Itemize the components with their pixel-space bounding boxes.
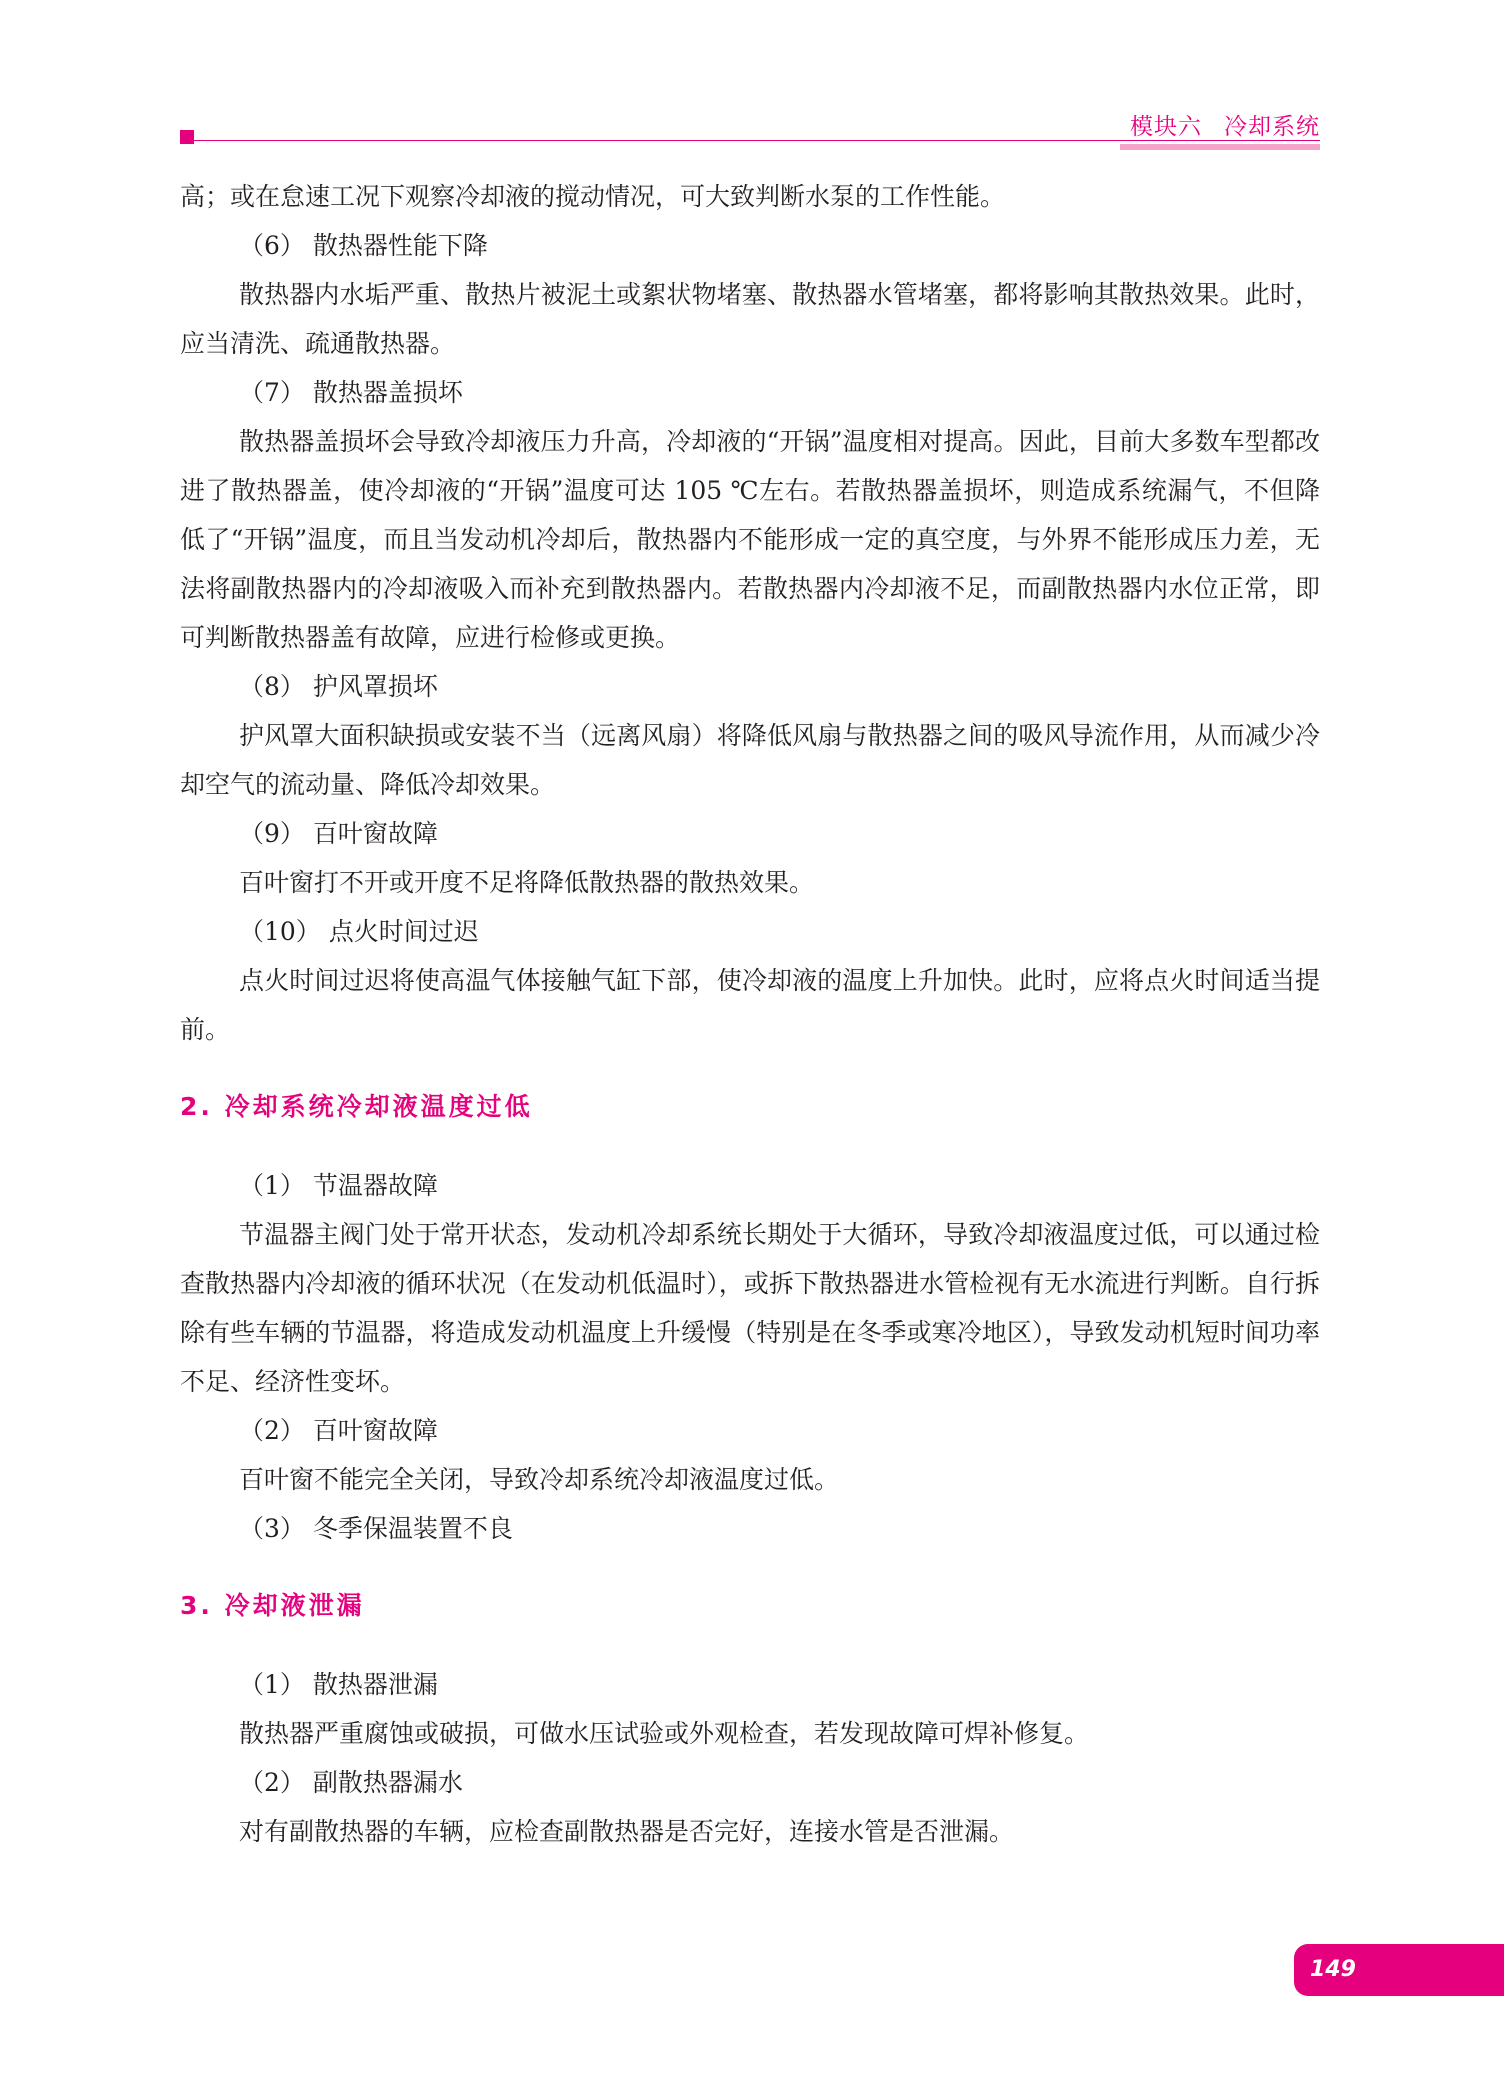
paragraph-10: 点火时间过迟将使高温气体接触气缸下部，使冷却液的温度上升加快。此时，应将点火时间适当提前。 bbox=[180, 966, 1320, 1044]
subheading-2-2: （2） 百叶窗故障 bbox=[239, 1416, 438, 1445]
subheading-8: （8） 护风罩损坏 bbox=[239, 672, 438, 701]
subheading-2-3: （3） 冬季保温装置不良 bbox=[239, 1514, 513, 1543]
subheading-7: （7） 散热器盖损坏 bbox=[239, 378, 463, 407]
page-body bbox=[180, 170, 1320, 1856]
paragraph-2-2: 百叶窗不能完全关闭，导致冷却系统冷却液温度过低。 bbox=[239, 1465, 840, 1494]
paragraph-3-2: 对有副散热器的车辆，应检查副散热器是否完好，连接水管是否泄漏。 bbox=[239, 1817, 1015, 1846]
subheading-6: （6） 散热器性能下降 bbox=[239, 231, 488, 260]
paragraph-2-1: 节温器主阀门处于常开状态，发动机冷却系统长期处于大循环，导致冷却液温度过低，可以通过检查散热器内冷却液的循环状况（在发动机低温时），或拆下散热器进水管检视有无水流进行判断。自行拆除有些车辆的节温器，将造成发动机温度上升缓慢（特别是在冬季或寒冷地区），导致发动机短时间功率不足、经济性变坏。 bbox=[180, 1220, 1320, 1396]
subheading-3-2: （2） 副散热器漏水 bbox=[239, 1768, 463, 1797]
page-number-tab bbox=[1294, 1944, 1504, 1996]
subheading-2-1: （1） 节温器故障 bbox=[239, 1171, 438, 1200]
section-heading-2: 2. 冷却系统冷却液温度过低 bbox=[180, 1092, 533, 1121]
header-square-marker bbox=[180, 130, 194, 144]
paragraph-8: 护风罩大面积缺损或安装不当（远离风扇）将降低风扇与散热器之间的吸风导流作用，从而减少冷却空气的流动量、降低冷却效果。 bbox=[180, 721, 1320, 799]
paragraph-7: 散热器盖损坏会导致冷却液压力升高，冷却液的“开锅”温度相对提高。因此，目前大多数车型都改进了散热器盖，使冷却液的“开锅”温度可达 105 ℃左右。若散热器盖损坏，则造成系统漏气，不但降低了“开锅”温度，而且当发动机冷却后，散热器内不能形成一定的真空度，与外界不能形成压力差，无法将副散热器内的冷却液吸入而补充到散热器内。若散热器内冷却液不足，而副散热器内水位正常，即可判断散热器盖有故障，应进行检修或更换。 bbox=[180, 427, 1320, 652]
subheading-3-1: （1） 散热器泄漏 bbox=[239, 1670, 438, 1699]
running-header bbox=[180, 100, 1320, 150]
page-number: 149 bbox=[1310, 1957, 1356, 1982]
section-heading-3: 3. 冷却液泄漏 bbox=[180, 1591, 365, 1620]
header-rule bbox=[194, 140, 1320, 141]
header-title bbox=[1130, 108, 1320, 141]
paragraph-3-1: 散热器严重腐蚀或破损，可做水压试验或外观检查，若发现故障可焊补修复。 bbox=[239, 1719, 1090, 1748]
header-accent-band bbox=[1120, 144, 1320, 150]
header-module: 模块六 bbox=[1130, 114, 1202, 140]
subheading-10: （10） 点火时间过迟 bbox=[239, 917, 479, 946]
paragraph-6: 散热器内水垢严重、散热片被泥土或絮状物堵塞、散热器水管堵塞，都将影响其散热效果。此时，应当清洗、疏通散热器。 bbox=[180, 280, 1320, 358]
paragraph-9: 百叶窗打不开或开度不足将降低散热器的散热效果。 bbox=[239, 868, 815, 897]
header-chapter-title: 冷却系统 bbox=[1224, 114, 1320, 140]
paragraph-continued: 高；或在怠速工况下观察冷却液的搅动情况，可大致判断水泵的工作性能。 bbox=[180, 182, 1006, 211]
subheading-9: （9） 百叶窗故障 bbox=[239, 819, 438, 848]
